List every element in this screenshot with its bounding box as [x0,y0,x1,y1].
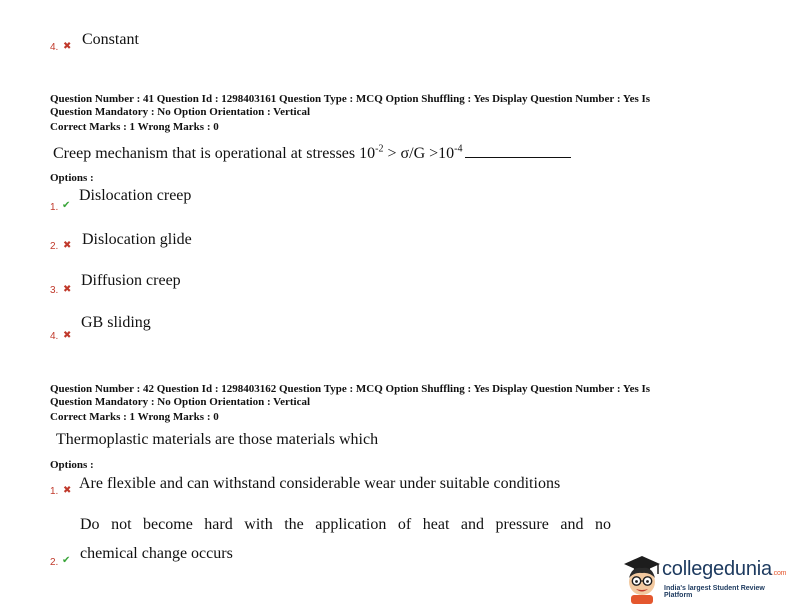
option-number: 4. [50,331,59,342]
wrong-mark-icon: ✖ [63,330,72,341]
option-number: 2. [50,241,59,252]
option-row [50,30,350,54]
option-row [50,186,350,216]
options-label: Options : [50,459,94,471]
option-number: 3. [50,285,59,296]
option-number: 4. [50,42,59,53]
question-meta-line: Question Mandatory : No Option Orientation : Vertical [50,396,311,408]
option-text: Dislocation creep [79,187,192,204]
correct-check-icon: ✔ [62,200,71,211]
option-text: GB sliding [81,314,151,331]
wrong-mark-icon: ✖ [63,485,72,496]
option-text-line: chemical change occurs [80,545,233,562]
question-marks-line: Correct Marks : 1 Wrong Marks : 0 [50,411,219,423]
option-row [50,230,350,254]
option-text-line: Do not become hard with the application of heat and pressure and no [80,516,611,533]
options-label: Options : [50,172,94,184]
logo-tagline: India's largest Student Review Platform [664,585,765,599]
option-row [50,272,350,298]
option-row [50,474,610,500]
question-41-meta [50,93,770,134]
correct-check-icon: ✔ [62,555,71,566]
option-number: 2. [50,557,59,568]
exponent: -2 [375,143,384,155]
option-number: 1. [50,486,59,497]
exponent: -4 [454,143,463,155]
option-text: Are flexible and can withstand considerable wear under suitable conditions [79,475,561,492]
wrong-mark-icon: ✖ [63,284,72,295]
option-number: 1. [50,202,59,213]
question-marks-line: Correct Marks : 1 Wrong Marks : 0 [50,121,219,133]
question-text-part: Creep mechanism that is operational at stresses 10 [53,145,376,162]
question-meta-line: Question Number : 41 Question Id : 1298403161 Question Type : MCQ Option Shuffling : Yes Display Question Number : Yes Is [50,93,651,105]
option-text: Diffusion creep [81,272,181,289]
question-text-part: > σ/G >10 [383,145,455,162]
option-row [50,514,610,574]
wrong-mark-icon: ✖ [63,41,72,52]
option-text: Dislocation glide [82,231,192,248]
answer-blank [465,143,571,158]
question-meta-line: Question Number : 42 Question Id : 1298403162 Question Type : MCQ Option Shuffling : Yes Display Question Number : Yes Is [50,383,651,395]
collegedunia-logo [620,552,786,604]
question-41-text [53,143,571,163]
question-meta-line: Question Mandatory : No Option Orientation : Vertical [50,106,311,118]
logo-tld: .com [771,570,787,577]
question-42-meta [50,383,770,424]
option-row [50,314,350,344]
wrong-mark-icon: ✖ [63,240,72,251]
question-42-text: Thermoplastic materials are those materials which [56,431,379,448]
graduate-mascot-icon [620,552,660,604]
logo-wordmark [662,558,786,581]
option-text: Constant [82,31,139,48]
logo-name: collegedunia [662,558,772,580]
